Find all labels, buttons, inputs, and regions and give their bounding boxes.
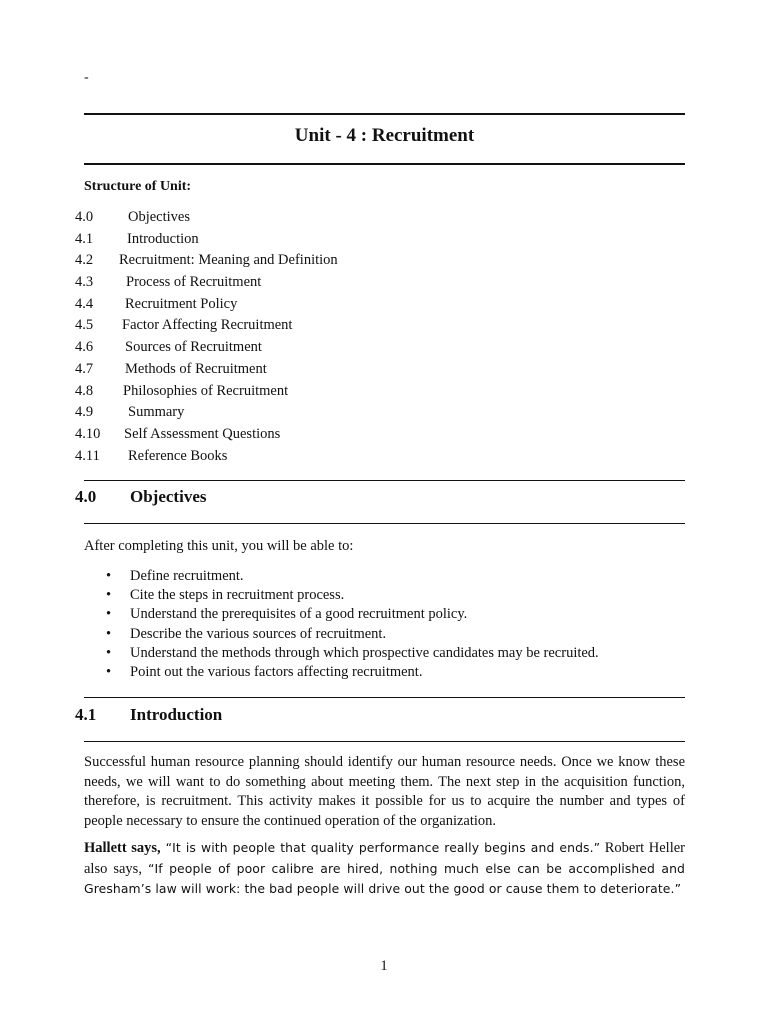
section-heading-introduction: [75, 705, 222, 725]
contents-item: [75, 446, 338, 468]
contents-item-number: 4.6: [75, 339, 94, 356]
contents-item-title: Factor Affecting Recruitment: [122, 317, 293, 334]
bullet-icon: •: [106, 568, 112, 584]
divider: [84, 163, 685, 165]
contents-item-title: Recruitment: Meaning and Definition: [119, 252, 338, 269]
section-title: Objectives: [130, 487, 207, 506]
list-item-text: Describe the various sources of recruitment.: [130, 625, 387, 642]
bullet-icon: •: [106, 644, 112, 661]
quote-text: “If people of poor calibre are hired, nothing much else can be accomplished and Gresham’s law will work: the bad people will drive out the good or cause them to deteriorate.”: [84, 860, 685, 897]
contents-item-number: 4.2: [75, 252, 94, 269]
section-title: Introduction: [130, 705, 223, 724]
section-number: 4.1: [75, 705, 97, 724]
contents-item: [75, 381, 338, 403]
contents-item-title: Process of Recruitment: [126, 274, 262, 291]
contents-item: [75, 250, 338, 272]
page-number: 1: [380, 958, 388, 974]
contents-item-number: 4.4: [75, 295, 94, 312]
contents-item: [75, 337, 338, 359]
introduction-paragraph: Successful human resource planning should identify our human resource needs. Once we know these needs, we will want to do something about meeting them. The next step in the acquisition function, therefore, is recruitment. This activity makes it possible for us to acquire the number and types of people necessary to ensure the continued operation of the organization.: [84, 754, 685, 829]
list-item-text: Point out the various factors affecting recruitment.: [130, 663, 423, 680]
contents-item-number: 4.8: [75, 382, 94, 399]
objectives-lead: After completing this unit, you will be able to:: [84, 538, 354, 554]
contents-item: [75, 272, 338, 294]
contents-item-number: 4.10: [75, 425, 101, 442]
quote-connector: Robert Heller also says,: [84, 840, 685, 877]
contents-item-title: Self Assessment Questions: [124, 425, 281, 442]
bullet-icon: •: [106, 663, 112, 680]
quote-lead: Hallett says,: [84, 840, 161, 856]
structure-heading: Structure of Unit:: [84, 179, 192, 194]
contents-item-number: 4.9: [75, 404, 94, 421]
bullet-icon: •: [106, 606, 112, 623]
contents-item: [75, 315, 338, 337]
list-item: [106, 567, 599, 586]
list-item: [106, 663, 599, 682]
unit-title: Unit - 4 : Recruitment: [294, 125, 475, 146]
section-number: 4.0: [75, 487, 97, 506]
contents-item-number: 4.1: [75, 230, 94, 247]
list-item-text: Define recruitment.: [130, 568, 244, 584]
contents-item: [75, 207, 338, 229]
contents-item: [75, 359, 338, 381]
contents-item: [75, 294, 338, 316]
list-item: [106, 586, 599, 605]
list-item-text: Understand the prerequisites of a good recruitment policy.: [130, 606, 468, 623]
divider: [84, 697, 685, 698]
divider: [84, 113, 685, 115]
section-heading-objectives: [75, 487, 206, 507]
contents-item-title: Methods of Recruitment: [125, 360, 267, 377]
divider: [84, 523, 685, 524]
contents-item-title: Sources of Recruitment: [125, 339, 262, 356]
top-mark: -: [84, 70, 89, 85]
list-item: [106, 625, 599, 644]
contents-item-title: Objectives: [128, 209, 191, 225]
contents-item-title: Reference Books: [128, 447, 228, 464]
contents-item: [75, 402, 338, 424]
contents-item-number: 4.0: [75, 209, 94, 225]
contents-item-number: 4.11: [75, 447, 100, 464]
list-item-text: Understand the methods through which prospective candidates may be recruited.: [130, 644, 599, 661]
list-item: [106, 605, 599, 624]
list-item: [106, 644, 599, 663]
list-item-text: Cite the steps in recruitment process.: [130, 587, 345, 604]
contents-item-title: Summary: [128, 404, 185, 421]
quote-text: “It is with people that quality performance really begins and ends.”: [160, 840, 601, 855]
contents-item-title: Philosophies of Recruitment: [123, 382, 289, 399]
bullet-icon: •: [106, 625, 112, 642]
contents-item: [75, 424, 338, 446]
contents-item-number: 4.7: [75, 360, 94, 377]
contents-item-title: Introduction: [127, 230, 199, 247]
quote-paragraph: [84, 838, 685, 900]
divider: [84, 480, 685, 481]
objectives-list: [106, 567, 599, 682]
contents-item: [75, 229, 338, 251]
bullet-icon: •: [106, 587, 112, 604]
unit-contents-list: [75, 207, 338, 467]
divider: [84, 741, 685, 742]
contents-item-number: 4.3: [75, 274, 94, 291]
contents-item-title: Recruitment Policy: [125, 295, 238, 312]
contents-item-number: 4.5: [75, 317, 94, 334]
